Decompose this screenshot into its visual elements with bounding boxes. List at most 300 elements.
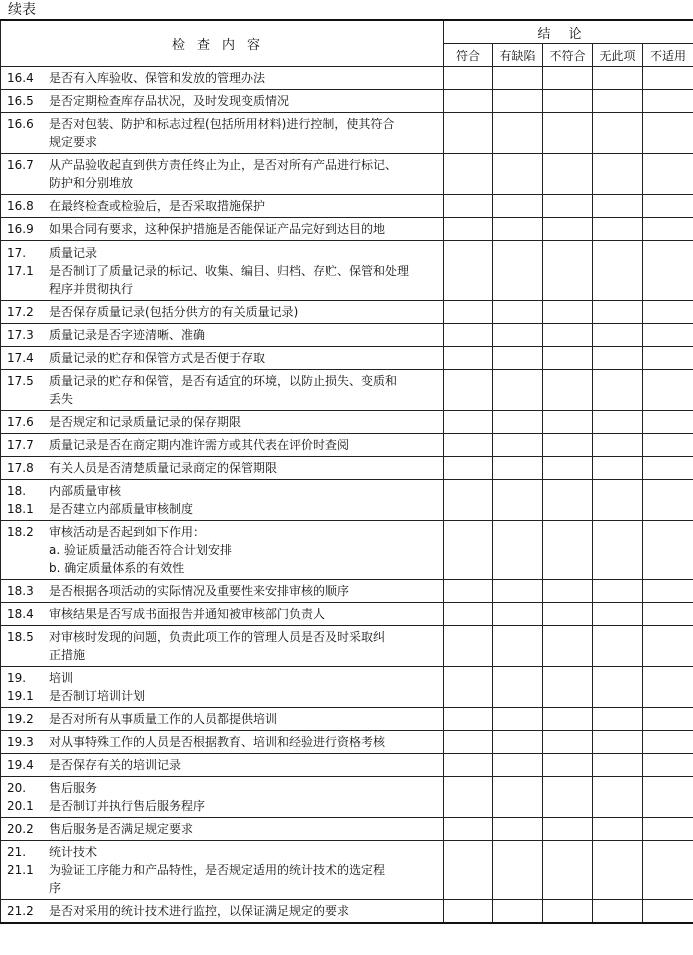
item-line [7,69,439,87]
conclusion-cell[interactable] [543,521,593,580]
table-row [1,90,693,113]
item-text: 审核结果是否写成书面报告并通知被审核部门负责人 [49,607,326,621]
conclusion-cell[interactable] [493,626,543,667]
item-text: 是否制订培训计划 [49,689,146,703]
conclusion-cell[interactable] [543,818,593,841]
item-text: 是否定期检查库存品状况，及时发现变质情况 [49,94,290,108]
conclusion-cell[interactable] [493,818,543,841]
conclusion-cell[interactable] [593,195,643,218]
item-number: 16.5 [7,94,34,108]
conclusion-cell[interactable] [593,731,643,754]
check-item [1,154,444,195]
item-text: 是否保存质量记录(包括分供方的有关质量记录) [49,305,299,319]
conclusion-cell[interactable] [444,241,493,301]
conclusion-cell[interactable] [444,301,493,324]
checklist-table [0,19,693,924]
conclusion-cell[interactable] [593,841,643,900]
conclusion-cell[interactable] [643,324,693,347]
item-line [7,115,439,133]
conclusion-cell[interactable] [643,603,693,626]
conclusion-cell[interactable] [493,841,543,900]
item-text: 是否有入库验收、保管和发放的管理办法 [49,71,266,85]
check-item [1,667,444,708]
item-line [7,669,439,687]
conclusion-cell[interactable] [543,434,593,457]
conclusion-cell[interactable] [643,818,693,841]
conclusion-cell[interactable] [643,626,693,667]
conclusion-cell[interactable] [493,195,543,218]
item-line [7,349,439,367]
item-number: 18.4 [7,607,34,621]
conclusion-cell[interactable] [493,324,543,347]
item-number: 16.9 [7,222,34,236]
conclusion-cell[interactable] [444,195,493,218]
item-line [7,92,439,110]
conclusion-cell[interactable] [593,777,643,818]
conclusion-cell[interactable] [593,370,643,411]
conclusion-cell[interactable] [643,777,693,818]
conclusion-cell[interactable] [444,731,493,754]
check-item [1,731,444,754]
conclusion-cell[interactable] [444,667,493,708]
conclusion-cell[interactable] [543,324,593,347]
conclusion-cell[interactable] [593,411,643,434]
conclusion-cell[interactable] [543,301,593,324]
table-row [1,708,693,731]
item-line [7,628,439,646]
conclusion-cell[interactable] [643,218,693,241]
check-item [1,195,444,218]
item-number: 17. [7,245,27,260]
conclusion-cell[interactable] [444,457,493,480]
check-item [1,818,444,841]
table-row [1,603,693,626]
item-line [7,605,439,623]
conclusion-cell[interactable] [444,900,493,923]
item-line [7,220,439,238]
item-number: 19.1 [7,689,34,703]
item-number: 18. [7,484,27,498]
conclusion-cell[interactable] [593,113,643,154]
conclusion-cell[interactable] [643,457,693,480]
conclusion-cell[interactable] [493,521,543,580]
conclusion-cell[interactable] [493,411,543,434]
conclusion-cell[interactable] [543,154,593,195]
conclusion-cell[interactable] [444,626,493,667]
item-text: 质量记录 [49,245,98,260]
conclusion-cell[interactable] [493,154,543,195]
item-text: 是否对采用的统计技术进行监控，以保证满足规定的要求 [49,903,350,918]
item-line [7,523,439,541]
table-row [1,218,693,241]
conclusion-cell[interactable] [444,818,493,841]
item-number: 21.1 [7,863,34,877]
conclusion-cell[interactable] [543,900,593,923]
table-row [1,347,693,370]
conclusion-cell[interactable] [643,580,693,603]
conclusion-cell[interactable] [444,370,493,411]
conclusion-cell[interactable] [593,480,643,521]
check-item [1,457,444,480]
conclusion-cell[interactable] [493,708,543,731]
item-text: 从产品验收起直到供方责任终止为止，是否对所有产品进行标记、 [49,158,398,172]
conclusion-cell[interactable] [493,603,543,626]
conclusion-cell[interactable] [493,731,543,754]
item-text: 规定要求 [49,135,98,149]
conclusion-cell[interactable] [543,626,593,667]
item-number: 17.6 [7,415,34,429]
item-text: 是否根据各项活动的实际情况及重要性来安排审核的顺序 [49,584,350,598]
conclusion-cell[interactable] [543,67,593,90]
conclusion-cell[interactable] [593,900,643,923]
item-text: 有关人员是否清楚质量记录商定的保管期限 [49,461,278,475]
item-number [7,174,49,192]
item-text: 统计技术 [49,845,98,859]
conclusion-cell[interactable] [593,626,643,667]
check-item [1,301,444,324]
item-text: 在最终检查或检验后，是否采取措施保护 [49,199,266,213]
conclusion-cell[interactable] [493,457,543,480]
content-header: 检查内容 [1,20,444,67]
item-text: 审核活动是否起到如下作用： [49,525,206,539]
item-text: 质量记录是否字迹清晰、准确 [49,328,206,342]
table-row [1,580,693,603]
check-item [1,241,444,301]
conclusion-cell[interactable] [493,370,543,411]
conclusion-cell[interactable] [643,90,693,113]
item-text: 丢失 [49,392,74,406]
conclusion-cell[interactable] [593,347,643,370]
check-item [1,626,444,667]
item-line [7,879,439,897]
conclusion-cell[interactable] [543,731,593,754]
conclusion-cell[interactable] [643,521,693,580]
item-text: 对从事特殊工作的人员是否根据教育、培训和经验进行资格考核 [49,735,386,749]
check-item [1,324,444,347]
conclusion-cell[interactable] [543,457,593,480]
item-line [7,843,439,861]
check-item [1,370,444,411]
check-item [1,754,444,777]
conclusion-cell[interactable] [643,434,693,457]
item-line [7,372,439,390]
check-item [1,603,444,626]
col-header-nonconform: 不符合 [543,44,593,67]
conclusion-cell[interactable] [493,90,543,113]
item-line [7,390,439,408]
conclusion-cell[interactable] [493,580,543,603]
item-line [7,174,439,192]
conclusion-cell[interactable] [593,580,643,603]
item-line [7,582,439,600]
table-row [1,521,693,580]
col-header-na: 不适用 [643,44,693,67]
item-number [19,541,49,559]
item-text: 如果合同有要求，这种保护措施是否能保证产品完好到达目的地 [49,222,386,236]
conclusion-cell[interactable] [493,241,543,301]
item-line [7,559,439,577]
item-text: 正措施 [49,648,86,662]
conclusion-cell[interactable] [593,667,643,708]
conclusion-cell[interactable] [543,603,593,626]
conclusion-cell[interactable] [444,411,493,434]
item-number [19,559,49,577]
conclusion-cell[interactable] [643,731,693,754]
item-text: 是否制订了质量记录的标记、收集、编目、归档、存贮、保管和处理 [49,263,410,278]
item-number: 20. [7,781,27,795]
conclusion-cell[interactable] [493,347,543,370]
item-number: 19.3 [7,735,34,749]
conclusion-cell[interactable] [444,154,493,195]
item-number: 18.2 [7,525,34,539]
conclusion-cell[interactable] [643,301,693,324]
table-row [1,900,693,923]
item-text: 序 [49,881,62,895]
item-number: 16.8 [7,199,34,213]
conclusion-cell[interactable] [444,521,493,580]
conclusion-cell[interactable] [444,347,493,370]
item-line [7,303,439,321]
conclusion-cell[interactable] [543,580,593,603]
item-line [7,902,439,920]
item-line [7,436,439,454]
item-line [7,541,439,559]
conclusion-cell[interactable] [493,218,543,241]
conclusion-cell[interactable] [543,113,593,154]
col-header-defect: 有缺陷 [493,44,543,67]
item-number [7,390,49,408]
conclusion-cell[interactable] [593,241,643,301]
item-line [7,820,439,838]
check-item [1,90,444,113]
item-number: 21. [7,845,27,859]
conclusion-cell[interactable] [593,301,643,324]
conclusion-cell[interactable] [493,480,543,521]
conclusion-cell[interactable] [593,324,643,347]
item-number: 17.5 [7,374,34,388]
conclusion-cell[interactable] [543,347,593,370]
check-item [1,841,444,900]
conclusion-cell[interactable] [493,900,543,923]
table-caption: 续表 [8,2,36,18]
check-item [1,218,444,241]
item-text: 程序并贯彻执行 [49,281,134,296]
item-number [7,133,49,151]
check-item [1,411,444,434]
conclusion-cell[interactable] [444,777,493,818]
conclusion-cell[interactable] [593,434,643,457]
item-text: b. 确定质量体系的有效性 [49,561,185,575]
conclusion-cell[interactable] [444,841,493,900]
table-row [1,777,693,818]
table-row [1,324,693,347]
item-line [7,262,439,280]
conclusion-cell[interactable] [593,154,643,195]
item-number: 16.6 [7,117,34,131]
header-row-top [1,20,693,44]
item-number: 17.8 [7,461,34,475]
check-item [1,521,444,580]
item-text: 质量记录的贮存和保管方式是否便于存取 [49,351,266,365]
conclusion-cell[interactable] [543,708,593,731]
conclusion-cell[interactable] [643,411,693,434]
item-number [7,646,49,664]
conclusion-cell[interactable] [444,708,493,731]
item-number: 16.7 [7,158,34,172]
item-number: 17.2 [7,305,34,319]
table-row [1,411,693,434]
conclusion-cell[interactable] [493,434,543,457]
table-row [1,731,693,754]
table-row [1,301,693,324]
conclusion-cell[interactable] [593,90,643,113]
table-row [1,241,693,301]
table-row [1,754,693,777]
item-text: 对审核时发现的问题，负责此项工作的管理人员是否及时采取纠 [49,630,386,644]
item-text: 为验证工序能力和产品特性，是否规定适用的统计技术的选定程 [49,863,386,877]
item-text: 防护和分别堆放 [49,176,134,190]
conclusion-cell[interactable] [593,603,643,626]
conclusion-cell[interactable] [643,154,693,195]
conclusion-cell[interactable] [444,480,493,521]
check-item [1,434,444,457]
conclusion-cell[interactable] [643,841,693,900]
conclusion-cell[interactable] [643,900,693,923]
conclusion-cell[interactable] [444,754,493,777]
col-header-none: 无此项 [593,44,643,67]
conclusion-cell[interactable] [593,457,643,480]
item-line [7,413,439,431]
item-number: 20.2 [7,822,34,836]
table-row [1,841,693,900]
item-line [7,197,439,215]
conclusion-cell[interactable] [444,113,493,154]
item-line [7,482,439,500]
item-line [7,861,439,879]
conclusion-cell[interactable] [643,370,693,411]
item-text: 售后服务 [49,781,98,795]
item-number [7,879,49,897]
item-number: 18.1 [7,502,34,516]
conclusion-cell[interactable] [543,411,593,434]
table-row [1,195,693,218]
item-number: 21.2 [7,903,34,918]
item-number [7,280,49,298]
conclusion-cell[interactable] [493,67,543,90]
conclusion-cell[interactable] [543,195,593,218]
conclusion-cell[interactable] [593,818,643,841]
item-line [7,687,439,705]
table-row [1,457,693,480]
item-line [7,710,439,728]
conclusion-cell[interactable] [643,195,693,218]
item-number: 18.5 [7,630,34,644]
check-item [1,347,444,370]
table-row [1,434,693,457]
conclusion-cell[interactable] [493,301,543,324]
conclusion-cell[interactable] [444,324,493,347]
conclusion-cell[interactable] [593,67,643,90]
item-line [7,133,439,151]
conclusion-cell[interactable] [643,754,693,777]
conclusion-cell[interactable] [593,218,643,241]
conclusion-cell[interactable] [543,480,593,521]
conclusion-cell[interactable] [543,841,593,900]
item-line [7,779,439,797]
table-row [1,667,693,708]
col-header-conform: 符合 [444,44,493,67]
conclusion-cell[interactable] [493,667,543,708]
conclusion-cell[interactable] [643,67,693,90]
conclusion-cell[interactable] [543,754,593,777]
conclusion-cell[interactable] [643,480,693,521]
conclusion-cell[interactable] [643,667,693,708]
conclusion-cell[interactable] [543,218,593,241]
item-line [7,756,439,774]
item-text: 是否对包装、防护和标志过程(包括所用材料)进行控制，使其符合 [49,117,395,131]
conclusion-cell[interactable] [593,754,643,777]
conclusion-cell[interactable] [444,603,493,626]
conclusion-cell[interactable] [444,67,493,90]
conclusion-cell[interactable] [444,218,493,241]
item-text: 售后服务是否满足规定要求 [49,822,194,836]
check-item [1,708,444,731]
item-text: 是否规定和记录质量记录的保存期限 [49,415,242,429]
conclusion-cell[interactable] [543,777,593,818]
table-row [1,370,693,411]
check-item [1,67,444,90]
conclusion-cell[interactable] [643,241,693,301]
item-text: 培训 [49,671,74,685]
item-line [7,244,439,262]
conclusion-cell[interactable] [593,521,643,580]
conclusion-cell[interactable] [593,708,643,731]
item-number: 19.2 [7,712,34,726]
item-text: 质量记录是否在商定期内准许需方或其代表在评价时查阅 [49,438,350,452]
table-row [1,113,693,154]
item-line [7,500,439,518]
conclusion-cell[interactable] [493,754,543,777]
conclusion-cell[interactable] [543,667,593,708]
conclusion-cell[interactable] [543,370,593,411]
table-row [1,154,693,195]
conclusion-cell[interactable] [444,434,493,457]
item-text: 内部质量审核 [49,484,122,498]
item-number: 20.1 [7,799,34,813]
table-row [1,67,693,90]
item-line [7,156,439,174]
item-line [7,326,439,344]
conclusion-cell[interactable] [543,90,593,113]
conclusion-cell[interactable] [543,241,593,301]
check-item [1,900,444,923]
item-line [7,280,439,298]
conclusion-cell[interactable] [643,347,693,370]
item-text: 是否建立内部质量审核制度 [49,502,194,516]
item-text: 是否对所有从事质量工作的人员都提供培训 [49,712,278,726]
item-number: 19. [7,671,27,685]
item-line [7,459,439,477]
conclusion-cell[interactable] [493,777,543,818]
conclusion-cell[interactable] [444,580,493,603]
check-item [1,580,444,603]
conclusion-cell[interactable] [643,113,693,154]
item-text: 质量记录的贮存和保管，是否有适宜的环境，以防止损失、变质和 [49,374,398,388]
conclusion-cell[interactable] [493,113,543,154]
item-number: 19.4 [7,758,34,772]
conclusion-cell[interactable] [444,90,493,113]
conclusion-cell[interactable] [643,708,693,731]
